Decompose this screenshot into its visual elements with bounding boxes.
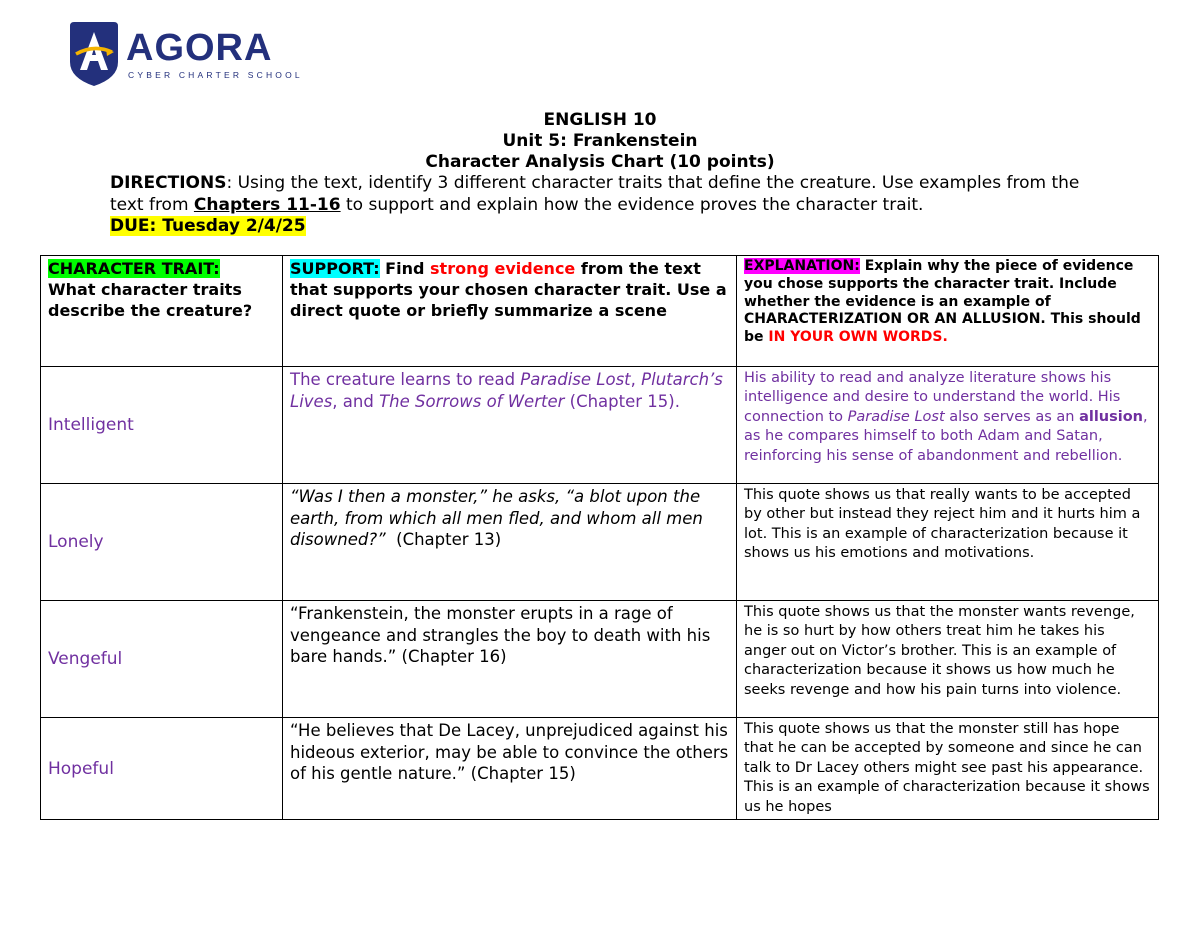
support-cell: “He believes that De Lacey, unprejudiced against his hideous exterior, may be able to convince the others of his gentle nature.” (Chapter 15): [283, 718, 737, 820]
support-text: (Chapter 15).: [564, 391, 680, 411]
explanation-cell: [737, 367, 1159, 484]
support-cell: “Frankenstein, the monster erupts in a rage of vengeance and strangles the boy to death with his bare hands.” (Chapter 16): [283, 601, 737, 718]
allusion-term: allusion: [1079, 408, 1143, 425]
support-text: ,: [630, 370, 642, 389]
school-logo: [66, 22, 303, 86]
expl-header-a: Explain why the piece of evidence you chose supports the character trait. Include whether the evidence is an example of CHARACTERIZATION OR AN ALLUSION. This should be: [744, 258, 1141, 346]
table-row: [41, 601, 1159, 718]
character-analysis-table: [40, 255, 1159, 820]
support-text: , and: [332, 391, 380, 411]
header-support: [283, 256, 737, 367]
support-quote: “Was I then a monster,” he asks, “a blot upon the earth, from which all men fled, and whom all men disowned?”: [290, 487, 703, 549]
directions-text-b: to support and explain how the evidence proves the character trait.: [340, 194, 924, 215]
directions-text-a: : Using the text, identify 3 different character traits that define the creature. Use examples from the text from: [110, 173, 1080, 215]
assignment-title: Character Analysis Chart (10 points): [425, 152, 775, 172]
explanation-cell: This quote shows us that really wants to be accepted by other but instead they reject him and it hurts him a lot. This is an example of characterization because it shows us his emotions and motivations.: [737, 484, 1159, 601]
support-header-a: Find: [379, 259, 431, 278]
header-trait: [41, 256, 283, 367]
book-title: The Sorrows of Werter: [379, 391, 565, 411]
trait-header-label: CHARACTER TRAIT:: [48, 259, 220, 278]
support-header-b: from the text that supports your chosen character trait. Use a direct quote or briefly summarize a scene: [290, 259, 727, 320]
directions: [110, 173, 1100, 238]
support-header-red: strong evidence: [430, 259, 576, 278]
trait-cell: Intelligent: [41, 367, 283, 484]
support-text: The creature learns to read: [290, 370, 521, 389]
explanation-text: His ability to read and analyze literature shows his intelligence and desire to understand the world. His connection to: [744, 370, 1121, 425]
book-title: Plutarch’s Lives: [290, 370, 723, 411]
support-cell: [283, 484, 737, 601]
support-cell: [283, 367, 737, 484]
trait-cell: Vengeful: [41, 601, 283, 718]
directions-chapters: Chapters 11-16: [193, 194, 341, 215]
unit-title: Unit 5: Frankenstein: [502, 131, 698, 151]
trait-header-text: What character traits describe the creature?: [48, 280, 253, 320]
agora-shield-icon: [66, 22, 122, 86]
directions-label: DIRECTIONS: [110, 173, 227, 193]
due-date: DUE: Tuesday 2/4/25: [110, 216, 306, 236]
trait-cell: Lonely: [41, 484, 283, 601]
document-header: [0, 110, 1200, 173]
logo-subtitle: CYBER CHARTER SCHOOL: [128, 70, 303, 80]
support-citation: (Chapter 13): [385, 530, 502, 549]
table-row: [41, 718, 1159, 820]
book-title: Paradise Lost: [520, 370, 631, 389]
support-header-label: SUPPORT:: [290, 259, 380, 278]
course-title: ENGLISH 10: [543, 110, 657, 130]
table-row: [41, 367, 1159, 484]
explanation-cell: This quote shows us that the monster wants revenge, he is so hurt by how others treat him he takes his anger out on Victor’s brother. This is an example of characterization because it shows us how much he seeks revenge and how his pain turns into violence.: [737, 601, 1159, 718]
book-title: Paradise Lost: [847, 408, 945, 425]
logo-wordmark: AGORA: [126, 27, 273, 69]
explanation-cell: This quote shows us that the monster still has hope that he can be accepted by someone and since he can talk to Dr Lacey others might see past his appearance. This is an example of characterization because it shows us he hopes: [737, 718, 1159, 820]
expl-header-red: IN YOUR OWN WORDS.: [768, 329, 948, 346]
explanation-text: also serves as an: [944, 408, 1080, 425]
explanation-text: , as he compares himself to both Adam and Satan, reinforcing his sense of abandonment and rebellion.: [744, 408, 1148, 464]
table-row: [41, 484, 1159, 601]
expl-header-label: EXPLANATION:: [744, 258, 860, 274]
header-explanation: [737, 256, 1159, 367]
trait-cell: Hopeful: [41, 718, 283, 820]
table-header-row: [41, 256, 1159, 367]
